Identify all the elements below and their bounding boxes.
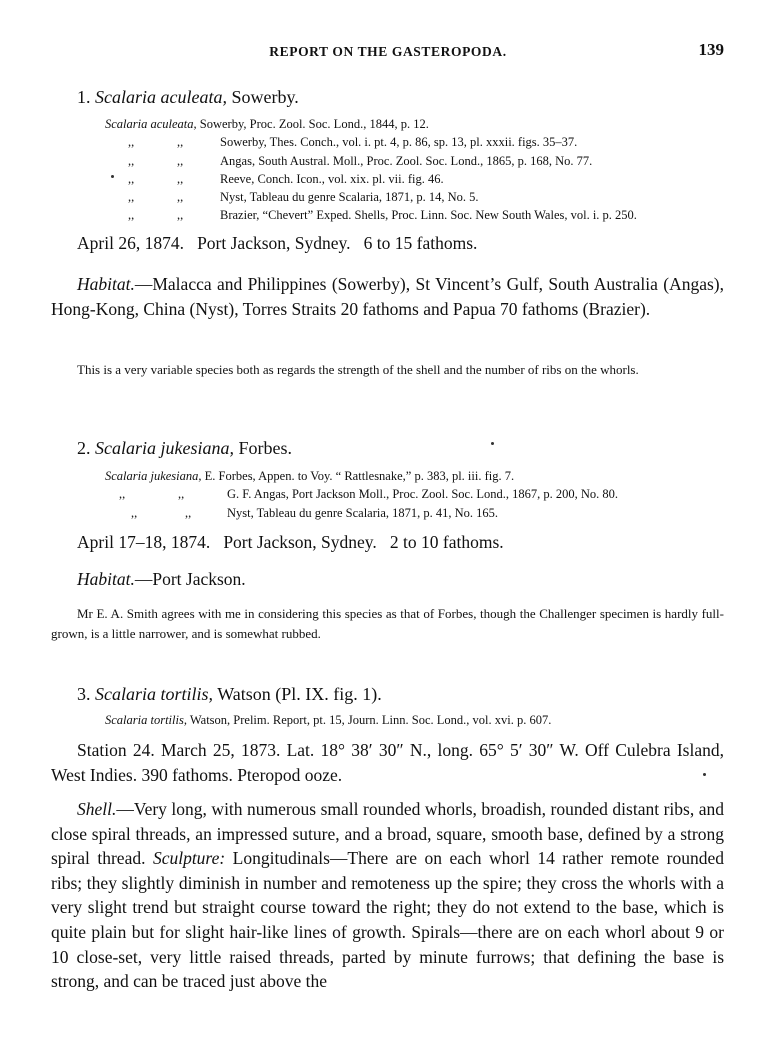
print-speck [703, 773, 706, 776]
species-author: Forbes. [238, 438, 292, 458]
station-paragraph: Station 24. March 25, 1873. Lat. 18° 38′ 30″ N., long. 65° 5′ 30″ W. Off Culebra Island, West Indies. 390 fathoms. Pteropod ooze. [51, 740, 724, 785]
print-speck [111, 175, 114, 178]
synonymy-entry: Scalaria jukesiana, E. Forbes, Appen. to Voy. “ Rattlesnake,” p. 383, pl. iii. fig. 7. [105, 469, 515, 483]
note-paragraph-2: Mr E. A. Smith agrees with me in considering this species as that of Forbes, though the Challenger specimen is hardly full-grown, is a little narrower, and is somewhat rubbed. [51, 606, 724, 641]
species-heading-2 [77, 438, 292, 459]
collection-record-1: April 26, 1874. Port Jackson, Sydney. 6 to 15 fathoms. [77, 233, 478, 253]
synonymy-entry: ,, ,, Nyst, Tableau du genre Scalaria, 1871, p. 41, No. 165. [131, 505, 499, 520]
species-heading-1 [77, 87, 299, 108]
synonymy-list-3 [105, 711, 745, 729]
habitat-paragraph-1: Habitat.—Malacca and Philippines (Sowerby), St Vincent’s Gulf, South Australia (Angas), Hong-Kong, China (Nyst), Torres Straits 20 fathoms and Papua 70 fathoms (Brazier). [51, 274, 724, 319]
species-author: Watson (Pl. IX. fig. 1). [217, 684, 382, 704]
running-title: REPORT ON THE GASTEROPODA. [269, 44, 507, 59]
synonymy-entry: ,, ,, Angas, South Austral. Moll., Proc. Zool. Soc. Lond., 1865, p. 168, No. 77. [128, 153, 593, 168]
synonymy-entry: ,, ,, Sowerby, Thes. Conch., vol. i. pt. 4, p. 86, sp. 13, pl. xxxii. figs. 35–37. [128, 135, 578, 150]
synonymy-list-2 [105, 467, 745, 522]
species-name: Scalaria jukesiana, [95, 438, 234, 458]
shell-description-paragraph: Shell.—Very long, with numerous small rounded whorls, broadish, rounded distant ribs, and close spiral threads, an impressed suture, and a broad, square, smooth base, defined by a strong spiral thread. Sculpture: Longitudinals—There are on each whorl 14 rather remote rounded ribs; they slightly diminish in number and remoteness up the spire; they cross the whorls with a very slight trend but straight course toward the right; they do not extend to the base, which is quite plain but for slight hair-like lines of growth. Spirals—there are on each whorl about 9 or 10 close-set, very little raised threads, parted by minute furrows; that defining the base is strong, and can be traced just above the [51, 799, 724, 992]
synonymy-entry: ,, ,, Brazier, “Chevert” Exped. Shells, Proc. Linn. Soc. New South Wales, vol. i. p. 250. [128, 208, 637, 223]
synonymy-list-1 [105, 115, 745, 225]
species-heading-3 [77, 684, 382, 705]
habitat-paragraph-2: Habitat.—Port Jackson. [77, 569, 246, 589]
page-number: 139 [698, 40, 724, 59]
collection-record-2: April 17–18, 1874. Port Jackson, Sydney. 2 to 10 fathoms. [77, 532, 504, 552]
species-author: Sowerby. [231, 87, 299, 107]
print-speck [491, 442, 494, 445]
species-name: Scalaria tortilis, [95, 684, 214, 704]
species-number: 3. [77, 684, 91, 704]
synonymy-entry: ,, ,, Nyst, Tableau du genre Scalaria, 1871, p. 14, No. 5. [128, 190, 479, 205]
synonymy-entry: ,, ,, Reeve, Conch. Icon., vol. xix. pl. vii. fig. 46. [128, 171, 444, 186]
synonymy-entry: ,, ,, G. F. Angas, Port Jackson Moll., Proc. Zool. Soc. Lond., 1867, p. 200, No. 80. [119, 487, 619, 502]
species-number: 1. [77, 87, 91, 107]
synonymy-entry: Scalaria aculeata, Sowerby, Proc. Zool. Soc. Lond., 1844, p. 12. [105, 117, 429, 131]
synonymy-entry: Scalaria tortilis, Watson, Prelim. Report, pt. 15, Journ. Linn. Soc. Lond., vol. xvi. p. 607. [105, 713, 552, 727]
note-paragraph-1: This is a very variable species both as regards the strength of the shell and the number of ribs on the whorls. [77, 362, 639, 377]
species-number: 2. [77, 438, 91, 458]
species-name: Scalaria aculeata, [95, 87, 227, 107]
